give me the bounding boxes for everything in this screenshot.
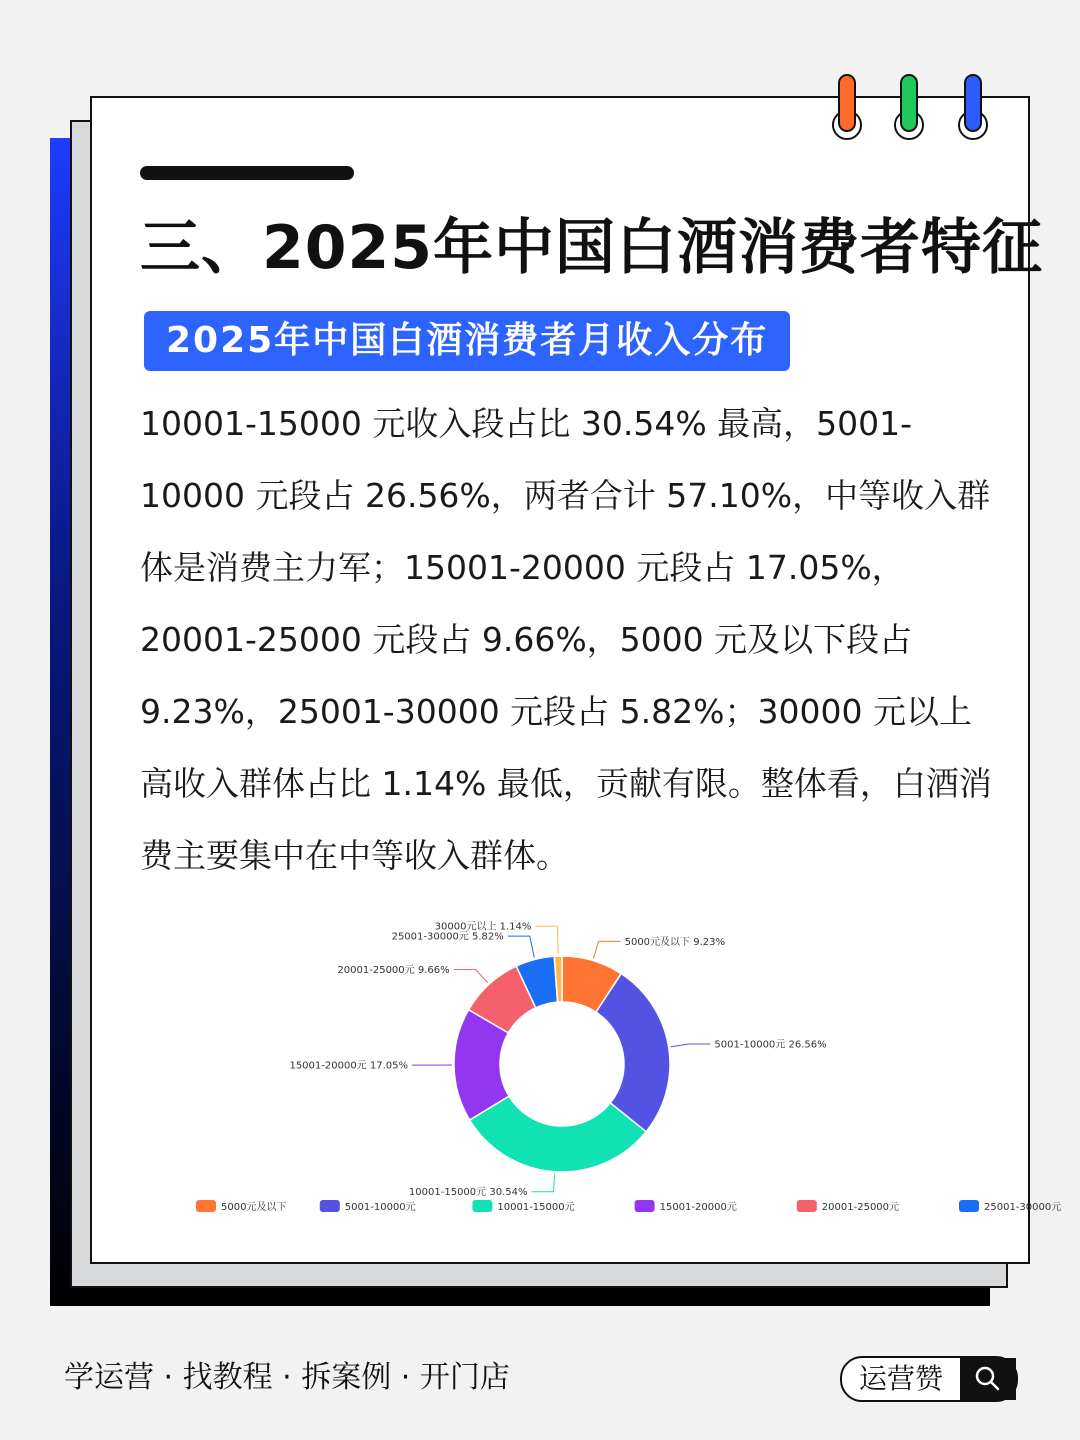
legend-swatch [472,1200,492,1212]
donut-data-label: 5001-10000元 26.56% [714,1039,827,1051]
donut-data-label: 30000元以上 1.14% [434,921,532,933]
legend-item[interactable] [472,1200,574,1213]
binder-peg-green [900,74,918,132]
legend-swatch [196,1200,216,1212]
donut-data-label: 25001-30000元 5.82% [391,931,504,943]
donut-data-label: 20001-25000元 9.66% [337,965,450,977]
donut-data-label: 15001-20000元 17.05% [289,1060,409,1072]
legend-swatch [320,1200,340,1212]
search-icon [973,1364,1003,1394]
legend-swatch [797,1200,817,1212]
legend-swatch [635,1200,655,1212]
legend-label: 5001-10000元 [344,1202,416,1213]
legend-label: 20001-25000元 [821,1202,900,1213]
legend-label: 15001-20000元 [659,1202,737,1213]
legend-label: 5000元及以下 [221,1202,287,1213]
donut-leader-line [535,926,558,954]
donut-chart [92,920,1062,1240]
legend-swatch [959,1200,979,1212]
brand-search-pill[interactable] [840,1356,1018,1402]
donut-leader-line [531,1174,554,1192]
legend-item[interactable] [635,1200,737,1213]
binder-peg-blue [964,74,982,132]
legend-item[interactable] [959,1200,1061,1213]
donut-leader-line [508,936,535,957]
donut-chart-svg [92,920,1062,1240]
donut-data-label: 10001-15000元 30.54% [408,1187,528,1199]
legend-item[interactable] [196,1200,286,1213]
donut-leader-line [593,941,620,958]
page-title: 三、2025年中国白酒消费者特征 [140,213,1043,283]
legend-item[interactable] [797,1200,899,1213]
legend-label: 10001-15000元 [497,1202,575,1213]
donut-data-label: 5000元及以下 9.23% [624,936,726,948]
title-accent-bar [140,166,354,180]
donut-leader-line [671,1044,711,1047]
search-button[interactable] [960,1358,1016,1400]
section-subtitle: 2025年中国白酒消费者月收入分布 [144,311,790,371]
binder-peg-orange [838,74,856,132]
brand-name: 运营赞 [858,1362,943,1395]
donut-leader-line [454,970,488,983]
body-paragraph: 10001-15000 元收入段占比 30.54% 最高，5001-10000 元段占 26.56%，两者合计 57.10%，中等收入群体是消费主力军；15001-20000 元段占 17.05%，20001-25000 元段占 9.66%，5000 元及以下段占 9.23%，25001-30000 元段占 5.82%；30000 元以上高收入群体占比 1.14% 最低，贡献有限。整体看，白酒消费主要集中在中等收入群体。 [140,404,992,875]
legend-item[interactable] [320,1200,416,1213]
footer-tagline: 学运营 · 找教程 · 拆案例 · 开门店 [64,1360,510,1395]
legend-label: 25001-30000元 [984,1202,1062,1213]
